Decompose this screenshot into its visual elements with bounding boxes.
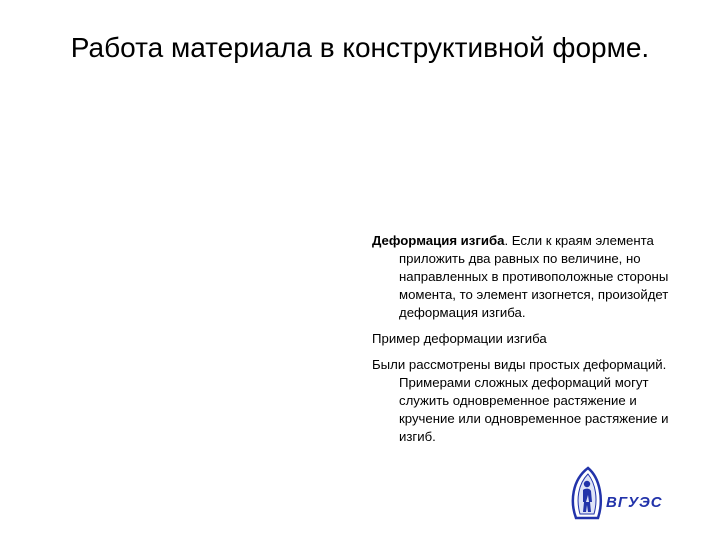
slide-body [372, 232, 672, 454]
university-logo-emblem [566, 462, 666, 522]
bending-description: . Если к краям элемента приложить два равных по величине, но направленных в противоположные стороны момента, то элемент изогнется, произойдет деформация изгиба. [399, 233, 669, 320]
paragraph-bending [372, 232, 672, 322]
slide-title: Работа материала в конструктивной форме. [70, 32, 650, 63]
logo-text: ВГУЭС [606, 494, 663, 511]
paragraph-example: Пример деформации изгиба [372, 331, 547, 346]
term-bending: Деформация изгиба [372, 233, 505, 248]
paragraph-complex: Были рассмотрены виды простых деформаций. Примерами сложных деформаций могут служить одновременное растяжение и кручение или одновременное растяжение и изгиб. [372, 357, 669, 444]
